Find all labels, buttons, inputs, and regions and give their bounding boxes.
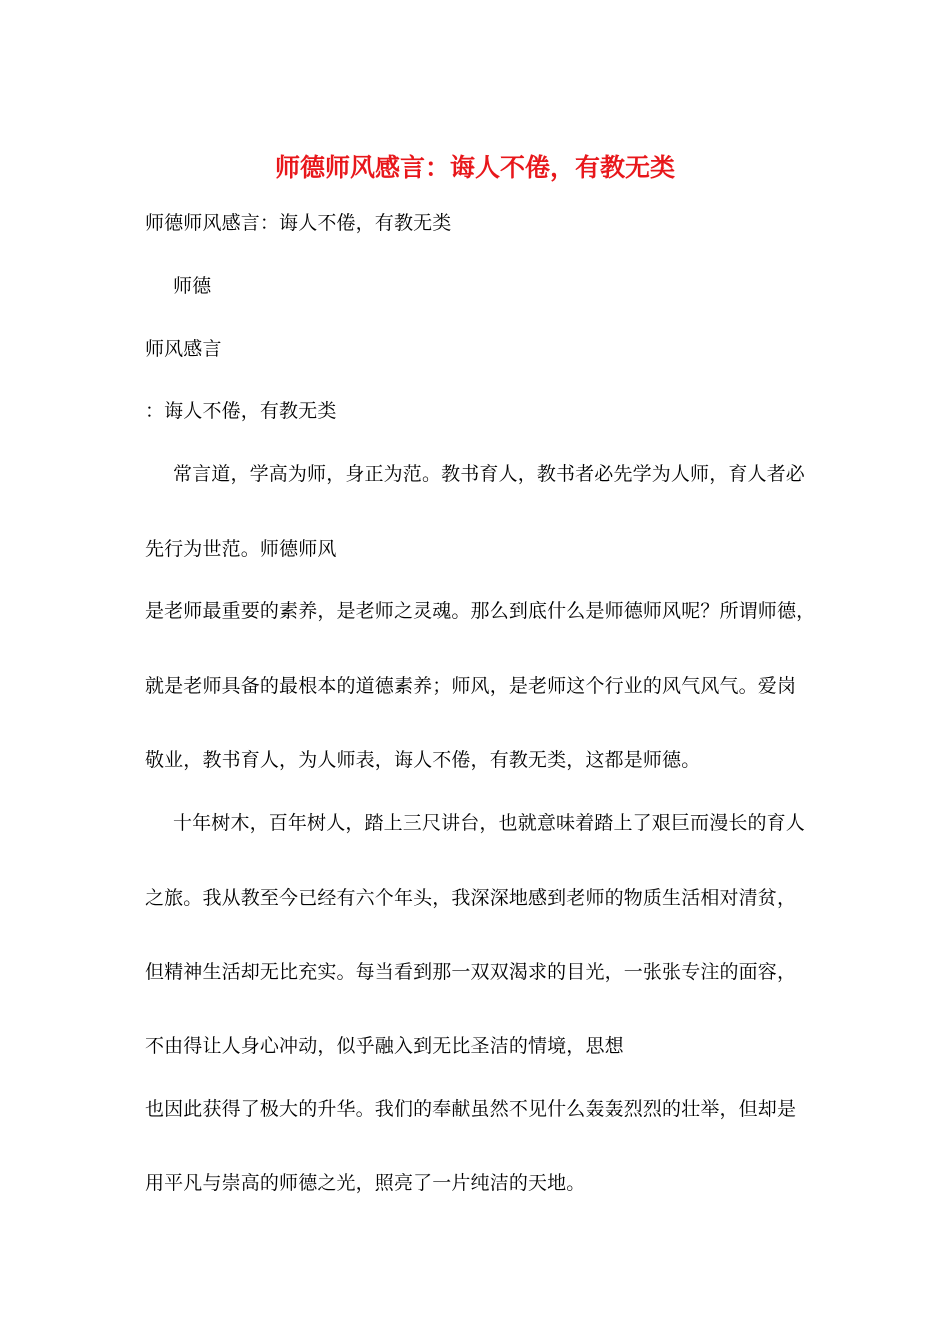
document-title: 师德师风感言：诲人不倦，有教无类 xyxy=(274,153,675,182)
subtitle-line: 师德师风感言：诲人不倦，有教无类 xyxy=(145,212,452,234)
paragraph-line: 也因此获得了极大的升华。我们的奉献虽然不见什么轰轰烈烈的壮举，但却是 xyxy=(145,1098,797,1120)
paragraph-line: 但精神生活却无比充实。每当看到那一双双渴求的目光，一张张专注的面容， xyxy=(145,961,797,983)
text-line: 师德 xyxy=(173,275,212,297)
paragraph-line: 先行为世范。师德师风 xyxy=(145,538,337,560)
paragraph-line: 就是老师具备的最根本的道德素养；师风，是老师这个行业的风气风气。爱岗 xyxy=(145,675,797,697)
paragraph-line: 常言道，学高为师，身正为范。教书育人，教书者必先学为人师，育人者必 xyxy=(173,463,805,485)
paragraph-line: 是老师最重要的素养，是老师之灵魂。那么到底什么是师德师风呢？所谓师德， xyxy=(145,600,816,622)
paragraph-line: 敬业，教书育人，为人师表，诲人不倦，有教无类，这都是师德。 xyxy=(145,749,701,771)
text-line: 师风感言 xyxy=(145,338,222,360)
paragraph-line: 之旅。我从教至今已经有六个年头，我深深地感到老师的物质生活相对清贫， xyxy=(145,887,797,909)
paragraph-line: 不由得让人身心冲动，似乎融入到无比圣洁的情境，思想 xyxy=(145,1035,624,1057)
paragraph-line: 用平凡与崇高的师德之光，照亮了一片纯洁的天地。 xyxy=(145,1172,586,1194)
paragraph-line: 十年树木，百年树人，踏上三尺讲台，也就意味着踏上了艰巨而漫长的育人 xyxy=(173,812,805,834)
text-line: ：诲人不倦，有教无类 xyxy=(145,400,337,422)
